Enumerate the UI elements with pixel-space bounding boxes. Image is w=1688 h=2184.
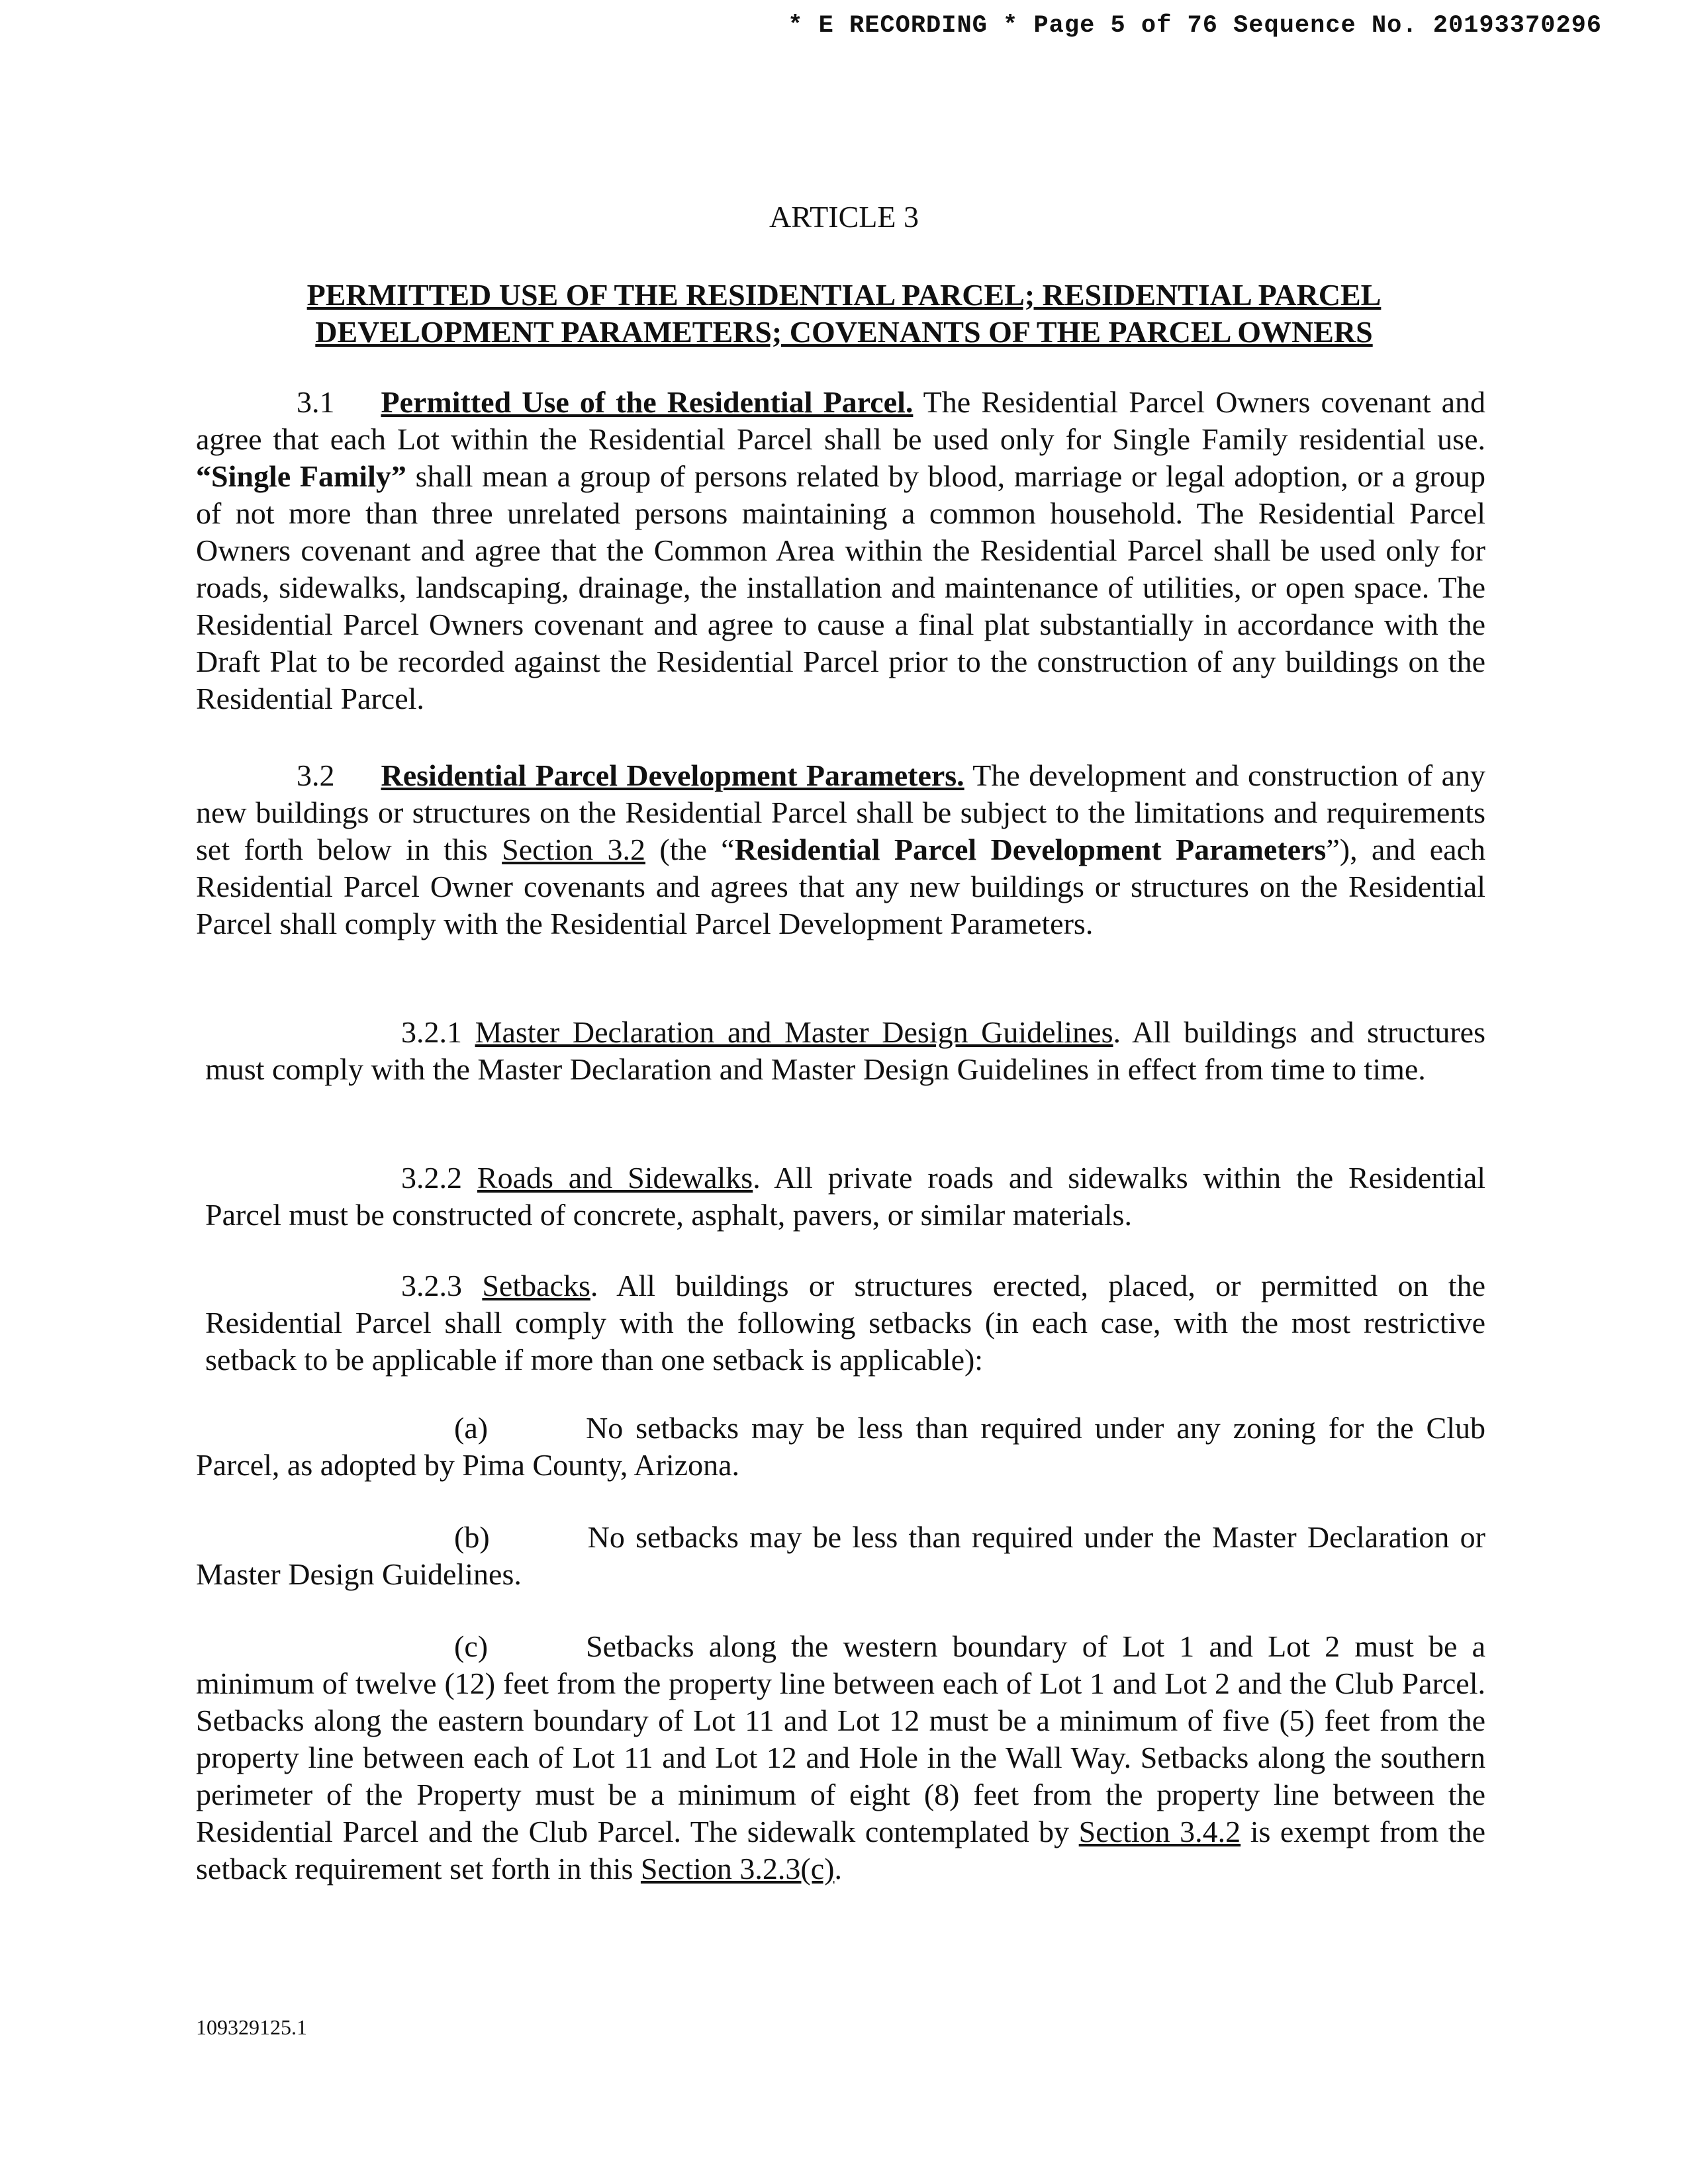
defined-term: Residential Parcel Development Parameters (734, 833, 1327, 866)
section-title: Setbacks (482, 1269, 590, 1302)
item-text: No setbacks may be less than required under any zoning for the Club Parcel, as adopted by Pima County, Arizona. (196, 1411, 1485, 1482)
item-a (196, 1410, 1485, 1484)
section-number: 3.1 (297, 385, 335, 419)
section-text: . All private roads and sidewalks within the Residential Parcel must be constructed of concrete, asphalt, pavers, or similar materials. (205, 1161, 1486, 1232)
section-text: The development and construction of any new buildings or structures on the Residential Parcel shall be subject to the limitations and requirements set forth below in this (196, 758, 1486, 866)
section-text: The Residential Parcel Owners covenant and agree that each Lot within the Residential Parcel shall be used only for Single Family residential use. (196, 385, 1486, 456)
section-text: shall mean a group of persons related by blood, marriage or legal adoption, or a group of not more than three unrelated persons maintaining a common household. The Residential Parcel Owners covenant and agree that the Common Area within the Residential Parcel shall be used only for roads, sidewalks, landscaping, drainage, the installation and maintenance of utilities, or open space. The Residential Parcel Owners covenant and agree to cause a final plat substantially in accordance with the Draft Plat to be recorded against the Residential Parcel prior to the construction of any buildings on the Residential Parcel. (196, 459, 1486, 715)
section-title: Residential Parcel Development Parameters. (381, 758, 964, 792)
item-text: Setbacks along the western boundary of Lot 1 and Lot 2 must be a minimum of twelve (12) feet from the property line between each of Lot 1 and Lot 2 and the Club Parcel. Setbacks along the eastern boundary of Lot 11 and Lot 12 must be a minimum of five (5) feet from the property line between each of Lot 11 and Lot 12 and Hole in the Wall Way. Setbacks along the southern perimeter of the Property must be a minimum of eight (8) feet from the property line between the Residential Parcel and the Club Parcel. The sidewalk contemplated by (196, 1629, 1485, 1848)
article-heading-line2: DEVELOPMENT PARAMETERS; COVENANTS OF THE PARCEL OWNERS (315, 315, 1373, 349)
item-text: No setbacks may be less than required under the Master Declaration or Master Design Guidelines. (196, 1520, 1485, 1591)
document-id-footer: 109329125.1 (196, 2015, 307, 2039)
section-number: 3.2.1 (401, 1015, 462, 1049)
section-text: . All buildings and structures must comply with the Master Declaration and Master Design Guidelines in effect from time to time. (205, 1015, 1485, 1086)
section-title: Permitted Use of the Residential Parcel. (381, 385, 914, 419)
item-text: is exempt from the setback requirement set forth in this (196, 1815, 1485, 1886)
section-reference: Section 3.2 (502, 833, 645, 866)
section-number: 3.2.2 (401, 1161, 462, 1195)
article-heading-line1: PERMITTED USE OF THE RESIDENTIAL PARCEL; RESIDENTIAL PARCEL (306, 278, 1382, 312)
item-label: (c) (454, 1629, 489, 1663)
section-title: Master Declaration and Master Design Guidelines (475, 1015, 1113, 1049)
section-text: (the “ (645, 833, 735, 866)
item-b (196, 1519, 1485, 1593)
defined-term: “Single Family” (196, 459, 406, 493)
item-label: (a) (454, 1411, 489, 1445)
item-label: (b) (454, 1520, 490, 1554)
section-3-2 (196, 757, 1485, 942)
section-reference: Section 3.2.3(c) (640, 1852, 835, 1886)
section-3-2-3 (205, 1267, 1485, 1379)
section-text: . All buildings or structures erected, placed, or permitted on the Residential Parcel shall comply with the following setbacks (in each case, with the most restrictive setback to be applicable if more than one setback is applicable): (205, 1269, 1485, 1377)
section-reference: Section 3.4.2 (1078, 1815, 1241, 1848)
section-3-2-2 (205, 1160, 1485, 1234)
section-number: 3.2.3 (401, 1269, 462, 1302)
section-text: ”), and each Residential Parcel Owner covenants and agrees that any new buildings or structures on the Residential Parcel shall comply with the Residential Parcel Development Parameters. (196, 833, 1486, 940)
recording-header: * E RECORDING * Page 5 of 76 Sequence No. 20193370296 (788, 12, 1602, 40)
section-number: 3.2 (297, 758, 335, 792)
article-heading (218, 277, 1470, 351)
section-3-2-1 (205, 1014, 1485, 1088)
item-text: . (834, 1852, 842, 1886)
section-3-1 (196, 384, 1485, 717)
section-title: Roads and Sidewalks (477, 1161, 753, 1195)
article-title: ARTICLE 3 (769, 200, 919, 234)
item-c (196, 1628, 1485, 1888)
